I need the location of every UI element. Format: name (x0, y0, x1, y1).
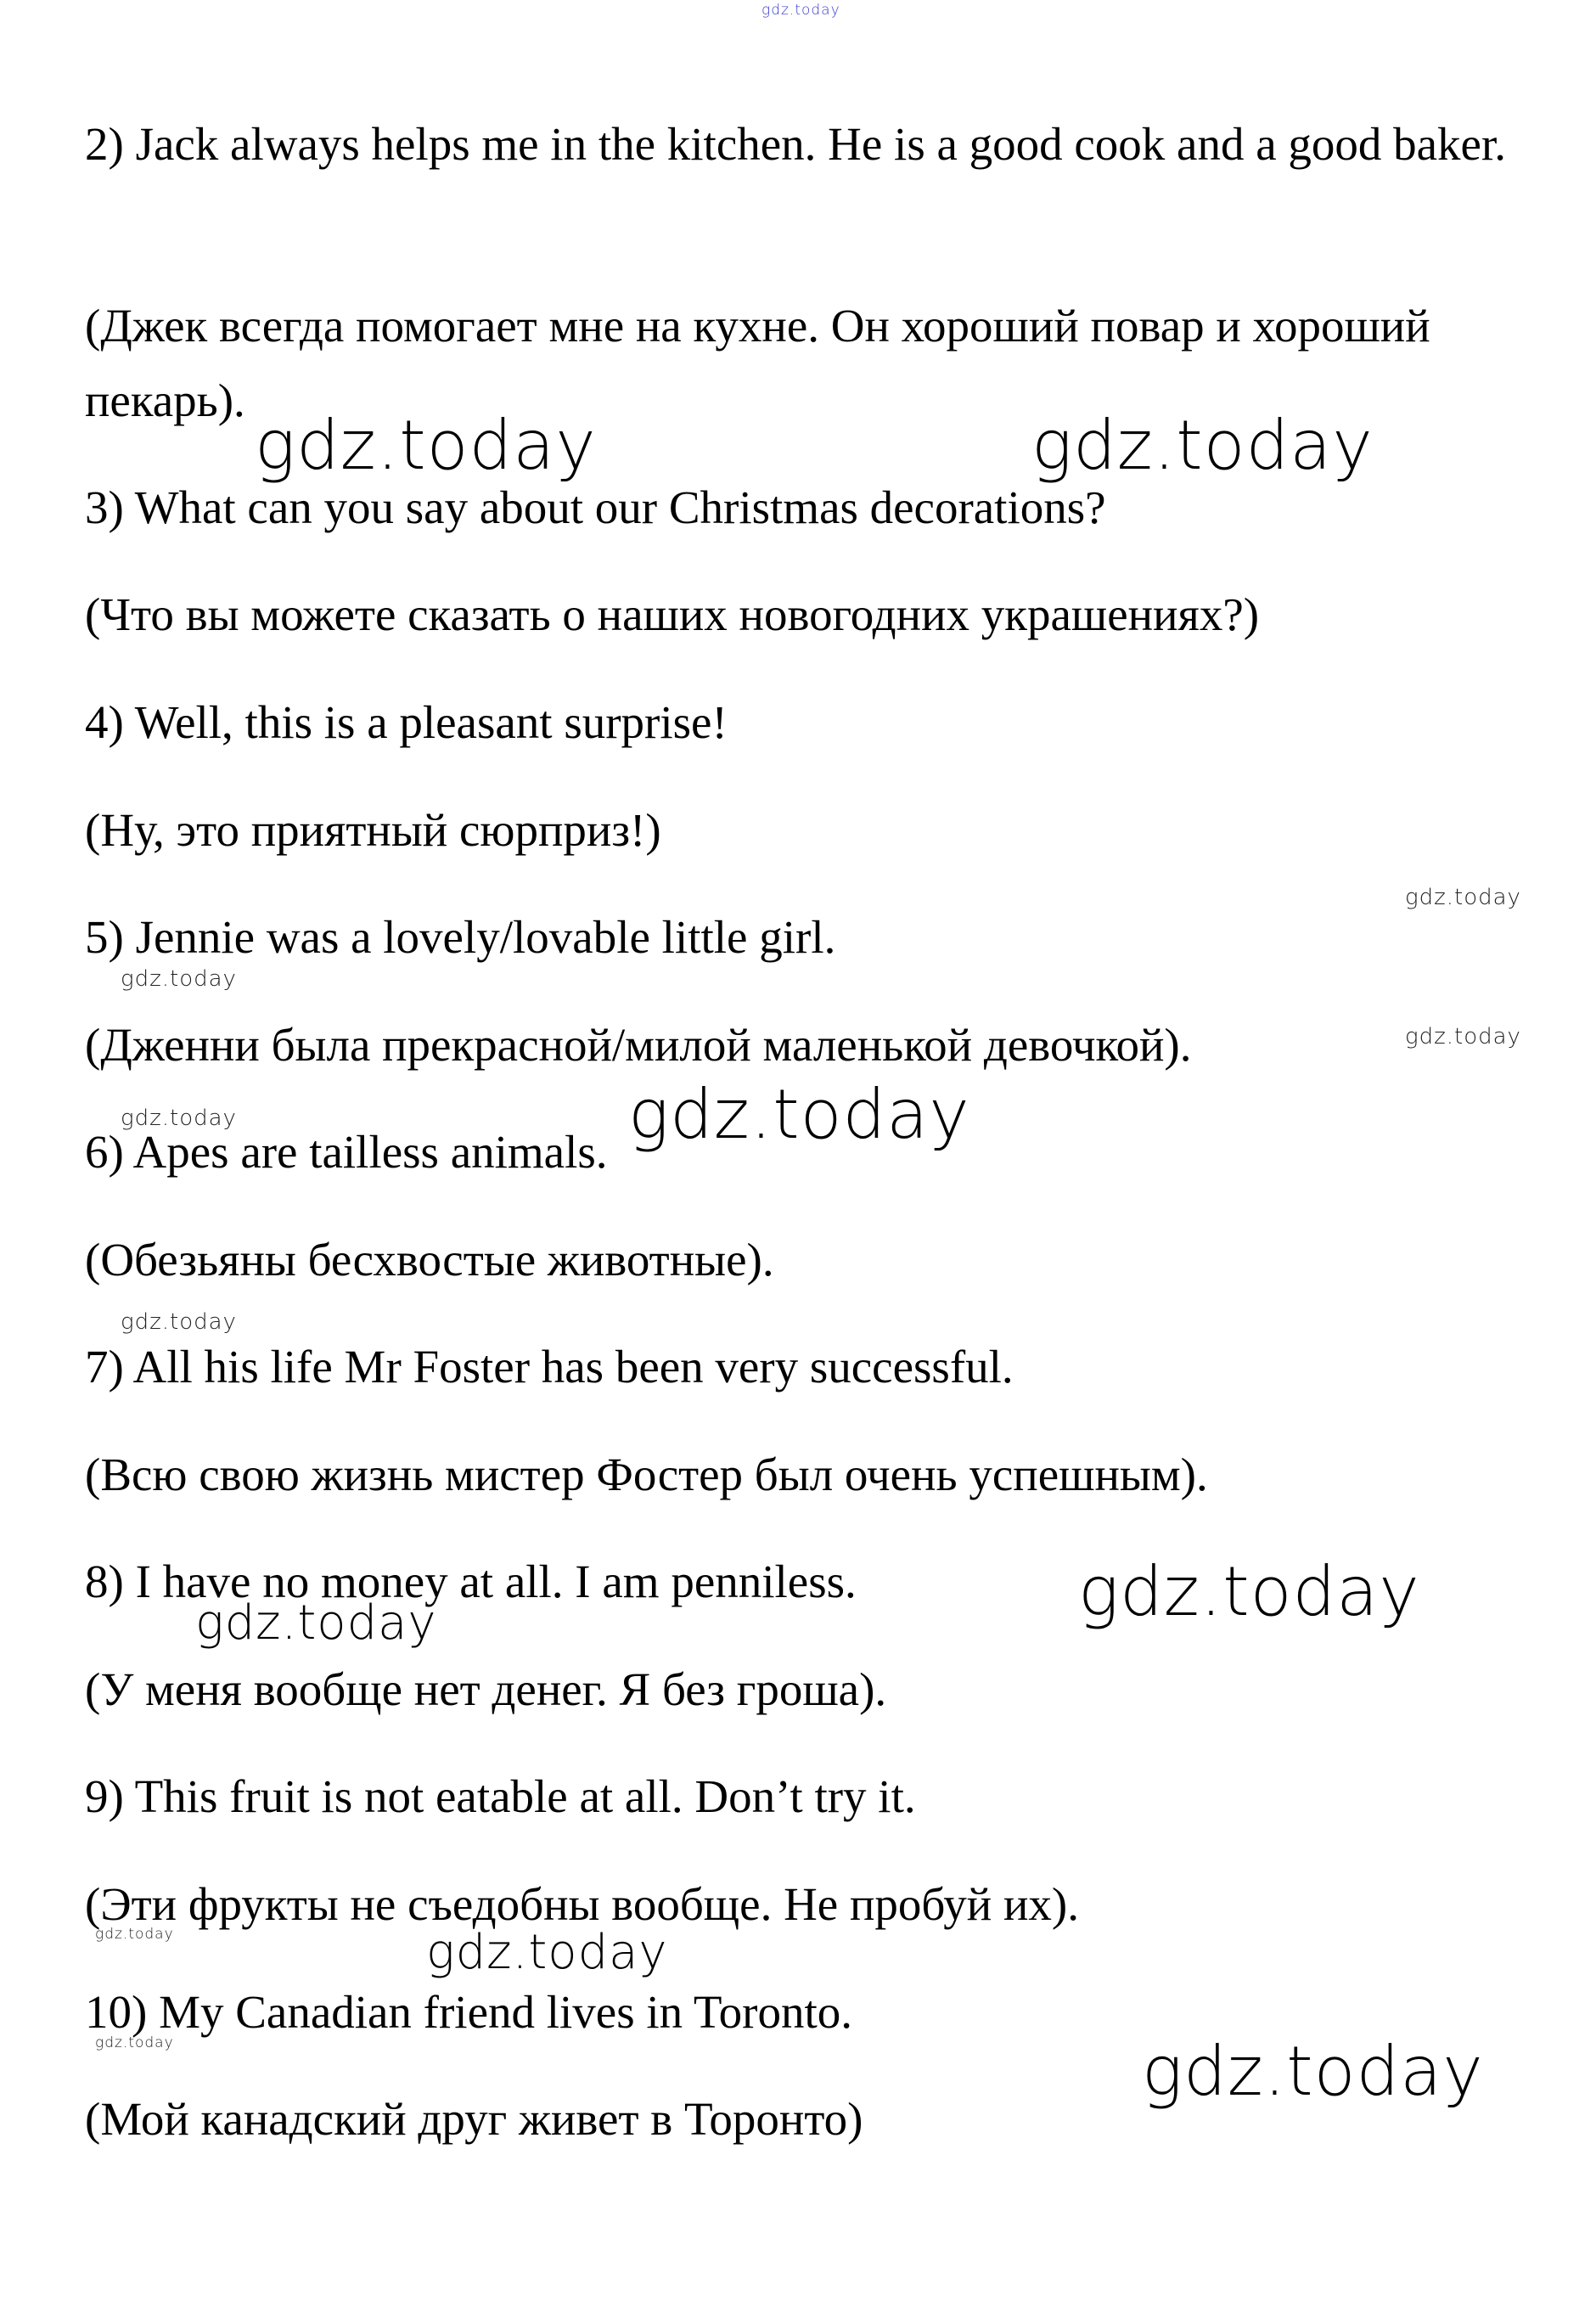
sentence-8-english: 8) I have no money at all. I am penniless. (85, 1556, 857, 1607)
watermark: gdz.today (255, 406, 597, 485)
watermark: gdz.today (121, 1309, 237, 1335)
sentence-5-russian: (Дженни была прекрасной/милой маленькой девочкой). (85, 1019, 1192, 1071)
watermark: gdz.today (95, 2034, 174, 2051)
sentence-6-english: 6) Apes are tailless animals. (85, 1126, 608, 1178)
watermark-top: gdz.today (761, 2, 840, 19)
watermark: gdz.today (195, 1595, 437, 1651)
watermark: gdz.today (1031, 406, 1374, 485)
sentence-4-english: 4) Well, this is a pleasant surprise! (85, 696, 728, 748)
watermark: gdz.today (628, 1075, 970, 1154)
sentence-8-russian: (У меня вообще нет денег. Я без гроша). (85, 1663, 887, 1715)
sentence-7-english: 7) All his life Mr Foster has been very successful. (85, 1341, 1014, 1392)
sentence-9-russian: (Эти фрукты не съедобны вообще. Не пробуй их). (85, 1878, 1079, 1930)
watermark: gdz.today (426, 1925, 668, 1980)
sentence-3-english: 3) What can you say about our Christmas decorations? (85, 481, 1106, 533)
sentence-5-english: 5) Jennie was a lovely/lovable little girl. (85, 911, 836, 963)
sentence-10-english: 10) My Canadian friend lives in Toronto. (85, 1986, 853, 2038)
sentence-10-russian: (Мой канадский друг живет в Торонто) (85, 2093, 863, 2145)
sentence-9-english: 9) This fruit is not eatable at all. Don’t try it. (85, 1770, 916, 1822)
watermark: gdz.today (1405, 1024, 1521, 1049)
watermark: gdz.today (95, 1926, 174, 1943)
watermark: gdz.today (121, 966, 237, 992)
watermark: gdz.today (1405, 885, 1521, 910)
sentence-6-russian: (Обезьяны бесхвостые животные). (85, 1234, 774, 1286)
sentence-3-russian: (Что вы можете сказать о наших новогодних украшениях?) (85, 588, 1260, 640)
sentence-2-english: 2) Jack always helps me in the kitchen. He is a good cook and a good baker. (85, 118, 1506, 170)
watermark: gdz.today (121, 1106, 237, 1131)
watermark: gdz.today (1078, 1552, 1420, 1631)
sentence-7-russian: (Всю свою жизнь мистер Фостер был очень успешным). (85, 1449, 1208, 1500)
sentence-2-russian: (Джек всегда помогает мне на кухне. Он хороший повар и хороший пекарь). (85, 300, 1430, 426)
sentence-4-russian: (Ну, это приятный сюрприз!) (85, 804, 661, 856)
watermark: gdz.today (1142, 2032, 1484, 2111)
